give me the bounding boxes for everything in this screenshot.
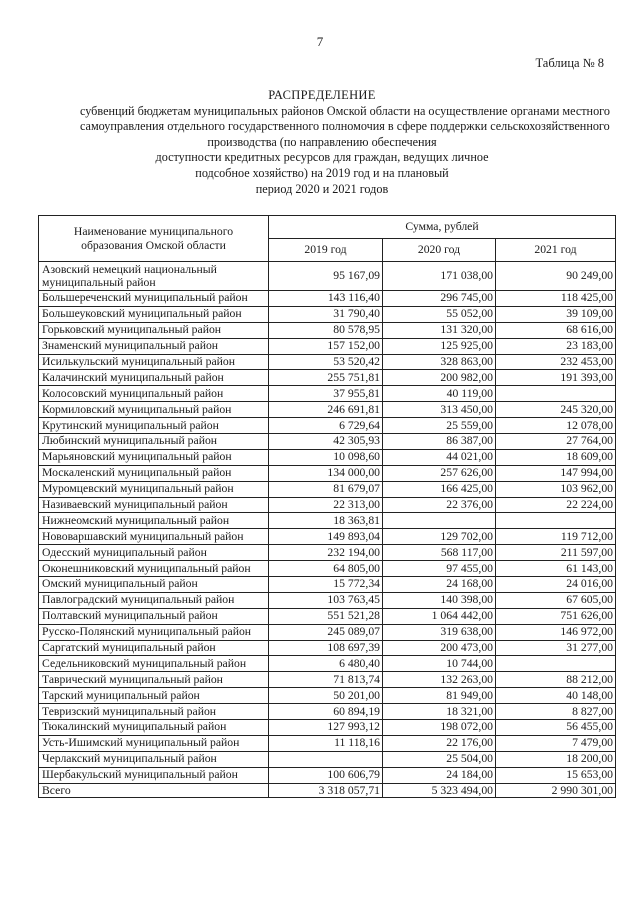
value-2021-cell: 18 609,00 (496, 449, 616, 465)
value-2021-cell: 15 653,00 (496, 767, 616, 783)
value-2019-cell: 37 955,81 (269, 386, 383, 402)
value-2021-cell: 12 078,00 (496, 418, 616, 434)
value-2021-cell: 61 143,00 (496, 561, 616, 577)
value-2019-cell: 6 729,64 (269, 418, 383, 434)
value-2021-cell: 39 109,00 (496, 306, 616, 322)
value-2019-cell: 134 000,00 (269, 465, 383, 481)
table-row (39, 688, 616, 704)
value-2021-cell: 146 972,00 (496, 624, 616, 640)
value-2020-cell: 200 473,00 (383, 640, 496, 656)
table-row (39, 338, 616, 354)
header-name (39, 216, 269, 262)
value-2021-cell: 90 249,00 (496, 262, 616, 291)
value-2020-cell: 24 184,00 (383, 767, 496, 783)
value-2021-cell: 191 393,00 (496, 370, 616, 386)
value-2019-cell: 50 201,00 (269, 688, 383, 704)
value-2019-cell: 18 363,81 (269, 513, 383, 529)
header-sum: Сумма, рублей (269, 216, 616, 239)
district-name-cell: Знаменский муниципальный район (39, 338, 269, 354)
title-line: подсобное хозяйство) на 2019 год и на плановый (195, 165, 449, 180)
value-2021-cell: 211 597,00 (496, 545, 616, 561)
value-2019-cell: 31 790,40 (269, 306, 383, 322)
district-name-cell: Називаевский муниципальный район (39, 497, 269, 513)
table-row (39, 672, 616, 688)
value-2020-cell: 22 176,00 (383, 735, 496, 751)
value-2019-cell: 64 805,00 (269, 561, 383, 577)
district-name-cell: Большереченский муниципальный район (39, 291, 269, 307)
table-row (39, 545, 616, 561)
value-2021-cell: 40 148,00 (496, 688, 616, 704)
district-name-cell: Шербакульский муниципальный район (39, 767, 269, 783)
value-2019-cell: 22 313,00 (269, 497, 383, 513)
value-2019-cell: 143 116,40 (269, 291, 383, 307)
value-2020-cell: 40 119,00 (383, 386, 496, 402)
district-name-cell: Москаленский муниципальный район (39, 465, 269, 481)
value-2020-cell: 81 949,00 (383, 688, 496, 704)
district-name-cell (39, 262, 269, 291)
value-2020-cell (383, 513, 496, 529)
total-row (39, 783, 616, 797)
district-name-cell: Марьяновский муниципальный район (39, 449, 269, 465)
value-2020-cell: 25 559,00 (383, 418, 496, 434)
header-year-2021: 2021 год (496, 239, 616, 262)
value-2020-cell: 198 072,00 (383, 720, 496, 736)
value-2019-cell: 551 521,28 (269, 608, 383, 624)
value-2019-cell: 157 152,00 (269, 338, 383, 354)
total-2021-cell: 2 990 301,00 (496, 783, 616, 797)
value-2020-cell: 86 387,00 (383, 434, 496, 450)
table-row (39, 386, 616, 402)
district-name-cell: Оконешниковский муниципальный район (39, 561, 269, 577)
value-2019-cell: 246 691,81 (269, 402, 383, 418)
value-2019-cell: 11 118,16 (269, 735, 383, 751)
value-2019-cell: 95 167,09 (269, 262, 383, 291)
district-name-cell: Омский муниципальный район (39, 577, 269, 593)
table-row (39, 434, 616, 450)
value-2020-cell: 171 038,00 (383, 262, 496, 291)
table-row (39, 449, 616, 465)
table-row (39, 262, 616, 291)
value-2020-cell: 22 376,00 (383, 497, 496, 513)
value-2021-cell (496, 386, 616, 402)
table-row (39, 735, 616, 751)
value-2021-cell: 118 425,00 (496, 291, 616, 307)
district-name-cell: Исилькульский муниципальный район (39, 354, 269, 370)
district-name-cell: Муромцевский муниципальный район (39, 481, 269, 497)
title-line: субвенций бюджетам муниципальных районов Омской области на осуществление органами местного (80, 103, 610, 118)
value-2020-cell: 132 263,00 (383, 672, 496, 688)
value-2020-cell: 200 982,00 (383, 370, 496, 386)
district-name-cell: Любинский муниципальный район (39, 434, 269, 450)
table-row (39, 402, 616, 418)
distribution-table (38, 215, 616, 798)
value-2020-cell: 166 425,00 (383, 481, 496, 497)
table-row (39, 592, 616, 608)
value-2021-cell: 8 827,00 (496, 704, 616, 720)
value-2020-cell: 568 117,00 (383, 545, 496, 561)
title-main: РАСПРЕДЕЛЕНИЕ (268, 88, 376, 102)
value-2019-cell: 60 894,19 (269, 704, 383, 720)
value-2021-cell (496, 656, 616, 672)
district-name-cell: Колосовский муниципальный район (39, 386, 269, 402)
value-2019-cell: 127 993,12 (269, 720, 383, 736)
value-2021-cell: 232 453,00 (496, 354, 616, 370)
value-2021-cell: 31 277,00 (496, 640, 616, 656)
page-number: 7 (316, 34, 324, 49)
value-2020-cell: 257 626,00 (383, 465, 496, 481)
district-name-cell: Одесский муниципальный район (39, 545, 269, 561)
table-row (39, 751, 616, 767)
value-2019-cell: 255 751,81 (269, 370, 383, 386)
header-year-2020: 2020 год (383, 239, 496, 262)
value-2019-cell: 42 305,93 (269, 434, 383, 450)
district-name-cell: Тюкалинский муниципальный район (39, 720, 269, 736)
value-2021-cell: 68 616,00 (496, 322, 616, 338)
value-2019-cell: 108 697,39 (269, 640, 383, 656)
value-2019-cell: 100 606,79 (269, 767, 383, 783)
value-2020-cell: 18 321,00 (383, 704, 496, 720)
district-name-cell: Русско-Полянский муниципальный район (39, 624, 269, 640)
value-2021-cell: 18 200,00 (496, 751, 616, 767)
district-name-cell: Крутинский муниципальный район (39, 418, 269, 434)
value-2019-cell (269, 751, 383, 767)
table-row (39, 306, 616, 322)
value-2021-cell: 147 994,00 (496, 465, 616, 481)
title-line: доступности кредитных ресурсов для граждан, ведущих личное (155, 150, 489, 165)
value-2019-cell: 149 893,04 (269, 529, 383, 545)
value-2021-cell: 751 626,00 (496, 608, 616, 624)
district-name-cell: Нижнеомский муниципальный район (39, 513, 269, 529)
value-2020-cell: 319 638,00 (383, 624, 496, 640)
table-row (39, 561, 616, 577)
district-name-cell: Калачинский муниципальный район (39, 370, 269, 386)
total-2019-cell: 3 318 057,71 (269, 783, 383, 797)
district-name-cell: Большеуковский муниципальный район (39, 306, 269, 322)
district-name-cell: Таврический муниципальный район (39, 672, 269, 688)
value-2020-cell: 125 925,00 (383, 338, 496, 354)
value-2019-cell: 6 480,40 (269, 656, 383, 672)
district-name-cell: Тарский муниципальный район (39, 688, 269, 704)
value-2019-cell: 81 679,07 (269, 481, 383, 497)
value-2021-cell: 27 764,00 (496, 434, 616, 450)
value-2019-cell: 103 763,45 (269, 592, 383, 608)
title-line: самоуправления отдельного государственного полномочия в сфере поддержки сельскохозяйственного (80, 119, 610, 134)
value-2020-cell: 131 320,00 (383, 322, 496, 338)
value-2021-cell: 22 224,00 (496, 497, 616, 513)
value-2021-cell: 24 016,00 (496, 577, 616, 593)
table-row (39, 291, 616, 307)
district-name-cell: Горьковский муниципальный район (39, 322, 269, 338)
district-name-cell: Кормиловский муниципальный район (39, 402, 269, 418)
table-row (39, 640, 616, 656)
district-name-cell: Тевризский муниципальный район (39, 704, 269, 720)
value-2019-cell: 232 194,00 (269, 545, 383, 561)
value-2020-cell: 328 863,00 (383, 354, 496, 370)
table-row (39, 624, 616, 640)
value-2020-cell: 296 745,00 (383, 291, 496, 307)
value-2019-cell: 245 089,07 (269, 624, 383, 640)
table-row (39, 370, 616, 386)
table-row (39, 497, 616, 513)
value-2020-cell: 44 021,00 (383, 449, 496, 465)
value-2020-cell: 313 450,00 (383, 402, 496, 418)
value-2020-cell: 24 168,00 (383, 577, 496, 593)
header-year-2019: 2019 год (269, 239, 383, 262)
value-2020-cell: 1 064 442,00 (383, 608, 496, 624)
district-name-cell: Павлоградский муниципальный район (39, 592, 269, 608)
table-row (39, 608, 616, 624)
table-label: Таблица № 8 (535, 56, 604, 70)
value-2021-cell: 119 712,00 (496, 529, 616, 545)
table-row (39, 704, 616, 720)
value-2021-cell: 103 962,00 (496, 481, 616, 497)
value-2019-cell: 15 772,34 (269, 577, 383, 593)
district-name-cell: Усть-Ишимский муниципальный район (39, 735, 269, 751)
district-name-cell: Нововаршавский муниципальный район (39, 529, 269, 545)
value-2021-cell: 7 479,00 (496, 735, 616, 751)
table-row (39, 656, 616, 672)
value-2019-cell: 71 813,74 (269, 672, 383, 688)
table-row (39, 720, 616, 736)
table-row (39, 322, 616, 338)
value-2020-cell: 129 702,00 (383, 529, 496, 545)
value-2020-cell: 55 052,00 (383, 306, 496, 322)
table-row (39, 354, 616, 370)
table-row (39, 577, 616, 593)
total-2020-cell: 5 323 494,00 (383, 783, 496, 797)
district-name-cell: Седельниковский муниципальный район (39, 656, 269, 672)
table-row (39, 529, 616, 545)
value-2019-cell: 80 578,95 (269, 322, 383, 338)
total-label-cell: Всего (39, 783, 269, 797)
title-line: производства (по направлению обеспечения (207, 134, 437, 149)
table-row (39, 465, 616, 481)
value-2020-cell: 10 744,00 (383, 656, 496, 672)
title-line: период 2020 и 2021 годов (255, 181, 389, 196)
value-2020-cell: 25 504,00 (383, 751, 496, 767)
value-2021-cell (496, 513, 616, 529)
value-2021-cell: 67 605,00 (496, 592, 616, 608)
table-row (39, 418, 616, 434)
document-title (80, 88, 610, 197)
header-name-text: Наименование муниципального образования Омской области (73, 224, 234, 252)
value-2020-cell: 97 455,00 (383, 561, 496, 577)
district-name-text: Азовский немецкий национальный муниципальный район (42, 262, 217, 289)
table-row (39, 767, 616, 783)
district-name-cell: Черлакский муниципальный район (39, 751, 269, 767)
district-name-cell: Полтавский муниципальный район (39, 608, 269, 624)
value-2021-cell: 88 212,00 (496, 672, 616, 688)
value-2021-cell: 23 183,00 (496, 338, 616, 354)
value-2021-cell: 245 320,00 (496, 402, 616, 418)
district-name-cell: Саргатский муниципальный район (39, 640, 269, 656)
table-row (39, 481, 616, 497)
value-2021-cell: 56 455,00 (496, 720, 616, 736)
value-2019-cell: 10 098,60 (269, 449, 383, 465)
value-2020-cell: 140 398,00 (383, 592, 496, 608)
table-row (39, 513, 616, 529)
value-2019-cell: 53 520,42 (269, 354, 383, 370)
